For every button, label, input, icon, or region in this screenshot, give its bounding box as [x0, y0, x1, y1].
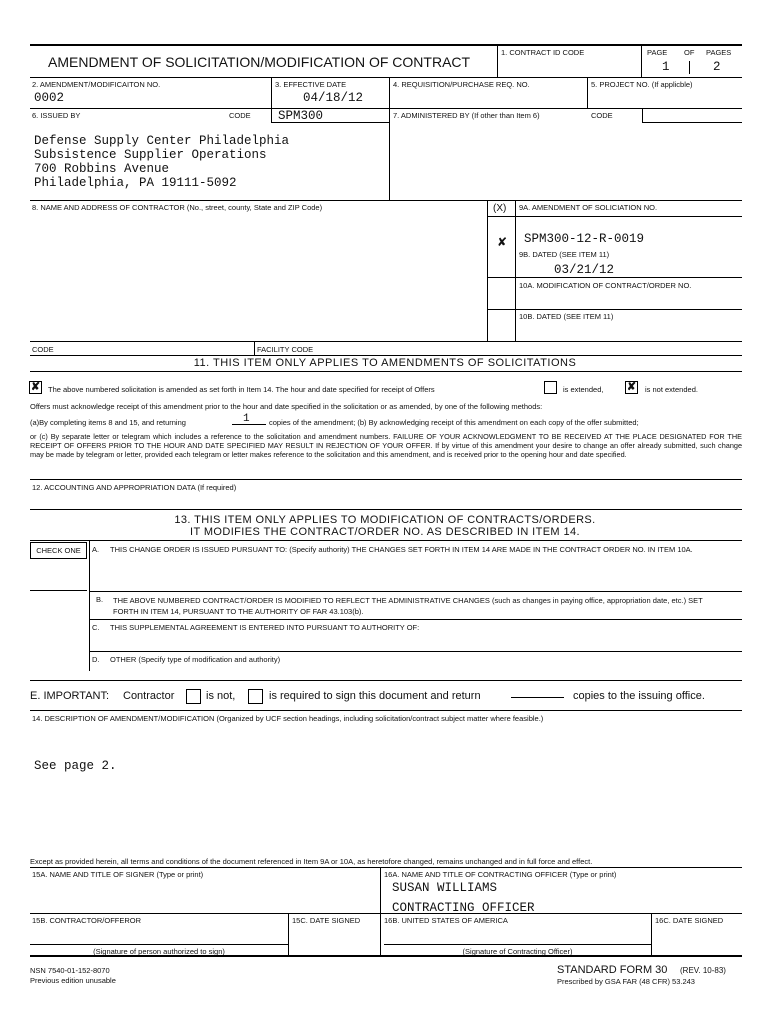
amended-checkbox[interactable]: ✘ — [30, 381, 41, 393]
rule — [89, 591, 742, 592]
divider — [651, 913, 652, 955]
effective-date-label: 3. EFFECTIVE DATE — [275, 80, 347, 89]
amendment-value: 0002 — [34, 91, 65, 105]
officer-name: SUSAN WILLIAMS — [392, 881, 498, 895]
x-column-label: (X) — [493, 203, 507, 214]
is-extended-label: is extended, — [563, 385, 604, 394]
contractor-code-label: CODE — [32, 345, 54, 354]
date-signed-16c-label: 16C. DATE SIGNED — [655, 916, 724, 925]
rule — [30, 77, 742, 78]
rule — [30, 913, 742, 914]
administered-label: 7. ADMINISTERED BY (If other than Item 6) — [393, 111, 540, 120]
option-a-text[interactable]: THIS CHANGE ORDER IS ISSUED PURSUANT TO: (Specify authority) THE CHANGES SET FORTH IN ITEM 14 ARE MADE IN THE CONTRACT ORDER NO. IN ITEM 10A. — [110, 545, 693, 554]
section-13-title-2: IT MODIFIES THE CONTRACT/ORDER NO. AS DESCRIBED IN ITEM 14. — [190, 526, 580, 538]
is-not-checkbox[interactable] — [186, 689, 201, 704]
divider — [689, 61, 690, 74]
copies-value: 1 — [243, 413, 250, 425]
amendment-label: 2. AMENDMENT/MODIFICAITON NO. — [32, 80, 161, 89]
mod-dated-label: 10B. DATED (SEE ITEM 11) — [519, 312, 614, 321]
issuer-address-line-4: Philadelphia, PA 19111-5092 — [34, 176, 237, 190]
rule — [30, 540, 742, 541]
divider — [587, 77, 588, 109]
nsn-label: NSN 7540-01-152-8070 — [30, 966, 110, 975]
issued-by-label: 6. ISSUED BY — [32, 111, 81, 120]
rule — [30, 509, 742, 510]
description-body: See page 2. — [34, 759, 117, 773]
section-11-line-3b: copies of the amendment; (b) By acknowledging receipt of this amendment on each copy of the offer submitted; — [269, 418, 639, 427]
important-label: E. IMPORTANT: — [30, 690, 110, 702]
is-not-extended-label: is not extended. — [645, 385, 698, 394]
officer-title: CONTRACTING OFFICER — [392, 901, 535, 915]
modification-label: 10A. MODIFICATION OF CONTRACT/ORDER NO. — [519, 281, 692, 290]
copies-label: copies to the issuing office. — [573, 690, 705, 702]
section-11-line-3a: (a)By completing items 8 and 15, and returning — [30, 418, 186, 427]
solicitation-number: SPM300-12-R-0019 — [524, 232, 645, 246]
is-required-checkbox[interactable] — [248, 689, 263, 704]
sig-person-label: (Signature of person authorized to sign) — [93, 947, 225, 956]
rule — [30, 355, 742, 356]
accounting-label: 12. ACCOUNTING AND APPROPRIATION DATA (If required) — [32, 483, 237, 492]
issuer-address-line-3: 700 Robbins Avenue — [34, 162, 170, 176]
of-label: OF — [684, 48, 695, 57]
rule — [30, 479, 742, 480]
except-text: Except as provided herein, all terms and conditions of the document referenced in Item 9A or 10A, as heretofore changed, remains unchanged and in full force and effect. — [30, 857, 593, 866]
section-11-line-1: The above numbered solicitation is amended as set forth in Item 14. The hour and date specified for receipt of Offers — [48, 385, 435, 394]
rule — [30, 341, 742, 342]
sig-officer-label: (Signature of Contracting Officer) — [462, 947, 573, 956]
divider — [487, 200, 488, 341]
page-number: 1 — [662, 60, 670, 74]
date-signed-15c-label: 15C. DATE SIGNED — [292, 916, 361, 925]
section-11-title: 11. THIS ITEM ONLY APPLIES TO AMENDMENTS OF SOLICITATIONS — [193, 357, 577, 369]
issuer-address-line-2: Subsistence Supplier Operations — [34, 148, 267, 162]
divider — [254, 341, 255, 355]
rule — [30, 955, 742, 957]
code-label-2: CODE — [591, 111, 613, 120]
signer-label: 15A. NAME AND TITLE OF SIGNER (Type or print) — [32, 870, 204, 879]
section-11-line-2: Offers must acknowledge receipt of this amendment prior to the hour and date specified in the solicitation or as amended, by one of the following methods: — [30, 402, 543, 411]
check-one-label: CHECK ONE — [30, 542, 87, 559]
check-line-a — [30, 590, 87, 591]
contractor-signature-line[interactable] — [30, 944, 288, 945]
divider — [288, 913, 289, 955]
description-label: 14. DESCRIPTION OF AMENDMENT/MODIFICATION (Organized by UCF section headings, including solicitation/contract subject matter where feasible.) — [32, 714, 544, 723]
divider — [389, 77, 390, 109]
rule — [30, 867, 742, 868]
is-not-label: is not, — [206, 690, 236, 702]
issuer-address-line-1: Defense Supply Center Philadelphia — [34, 134, 290, 148]
divider — [497, 45, 498, 77]
previous-edition-label: Previous edition unusable — [30, 976, 116, 985]
section-11-line-4: or (c) By separate letter or telegram which includes a reference to the solicitation and amendment numbers. FAILURE OF YOUR ACKNOWLEDGMENT TO BE RECEIVED AT THE PLACE DESIGNATED FOR THE RECEIPT OF OFFERS PRIOR TO THE HOUR AND DATE SPECIFIED MAY RESULT IN REJECTION OF YOUR OFFER. If by virtue of this amendment your desire to change an offer already submitted, such change may be made by telegram or letter, provided each telegram or letter makes reference to the solicitation and this amendment, and is received prior to the opening hour and date specified. — [30, 432, 742, 459]
rule — [30, 371, 742, 372]
rule — [89, 651, 742, 652]
rule — [89, 619, 742, 620]
copies-blank-line — [511, 697, 564, 698]
form-title: AMENDMENT OF SOLICITATION/MODIFICATION OF CONTRACT — [48, 54, 471, 70]
solicitation-x-mark: ✘ — [497, 235, 508, 249]
option-d-text[interactable]: OTHER (Specify type of modification and authority) — [110, 655, 281, 664]
is-extended-checkbox[interactable] — [544, 381, 557, 394]
contractor-word: Contractor — [123, 690, 175, 702]
not-extended-checkbox[interactable]: ✘ — [626, 381, 637, 393]
option-a-letter: A. — [92, 545, 100, 554]
dated-9b-label: 9B. DATED (SEE ITEM 11) — [519, 250, 610, 259]
officer-signature-line[interactable] — [384, 944, 651, 945]
divider — [515, 200, 516, 341]
rule — [487, 277, 742, 278]
divider — [389, 108, 390, 200]
option-d-letter: D. — [92, 655, 100, 664]
option-b-letter: B. — [96, 595, 104, 604]
code-box-2 — [642, 108, 742, 123]
contractor-label: 8. NAME AND ADDRESS OF CONTRACTOR (No., street, county, State and ZIP Code) — [32, 203, 323, 212]
rule — [30, 200, 742, 201]
requisition-label: 4. REQUISITION/PURCHASE REQ. NO. — [393, 80, 530, 89]
divider — [641, 45, 642, 77]
divider — [380, 867, 381, 955]
top-rule — [30, 44, 742, 46]
option-c-letter: C. — [92, 623, 100, 632]
section-13-title-1: 13. THIS ITEM ONLY APPLIES TO MODIFICATION OF CONTRACTS/ORDERS. — [174, 514, 596, 526]
page-label: PAGE — [647, 48, 668, 57]
standard-form-label: STANDARD FORM 30 — [557, 964, 668, 976]
code-label: CODE — [229, 111, 251, 120]
issued-code-value: SPM300 — [278, 109, 324, 123]
pages-label: PAGES — [706, 48, 732, 57]
rule — [487, 216, 742, 217]
revision-label: (REV. 10-83) — [680, 966, 726, 975]
contract-id-label: 1. CONTRACT ID CODE — [501, 48, 585, 57]
effective-date-value: 04/18/12 — [303, 91, 364, 105]
option-c-text[interactable]: THIS SUPPLEMENTAL AGREEMENT IS ENTERED INTO PURSUANT TO AUTHORITY OF: — [110, 623, 420, 632]
amendment-solicitation-label: 9A. AMENDMENT OF SOLICIATION NO. — [519, 203, 658, 212]
is-required-label: is required to sign this document and return — [269, 690, 481, 702]
rule — [30, 710, 742, 711]
project-label: 5. PROJECT NO. (If applicble) — [591, 80, 693, 89]
rule — [30, 680, 742, 681]
pages-number: 2 — [713, 60, 721, 74]
usa-label: 16B. UNITED STATES OF AMERICA — [384, 916, 508, 925]
option-b-text[interactable]: THE ABOVE NUMBERED CONTRACT/ORDER IS MODIFIED TO REFLECT THE ADMINISTRATIVE CHANGES (such as changes in paying office, appropriation date, etc.) SET FORTH IN ITEM 14, PURSUANT TO THE AUTHORITY OF FAR 43.103(b). — [113, 596, 703, 616]
dated-9b-value: 03/21/12 — [554, 263, 615, 277]
prescribed-label: Prescribed by GSA FAR (48 CFR) 53.243 — [557, 977, 695, 986]
contractor-offeror-label: 15B. CONTRACTOR/OFFEROR — [32, 916, 142, 925]
rule — [487, 309, 742, 310]
officer-label: 16A. NAME AND TITLE OF CONTRACTING OFFICER (Type or print) — [384, 870, 617, 879]
divider — [271, 77, 272, 109]
facility-code-label: FACILITY CODE — [257, 345, 314, 354]
